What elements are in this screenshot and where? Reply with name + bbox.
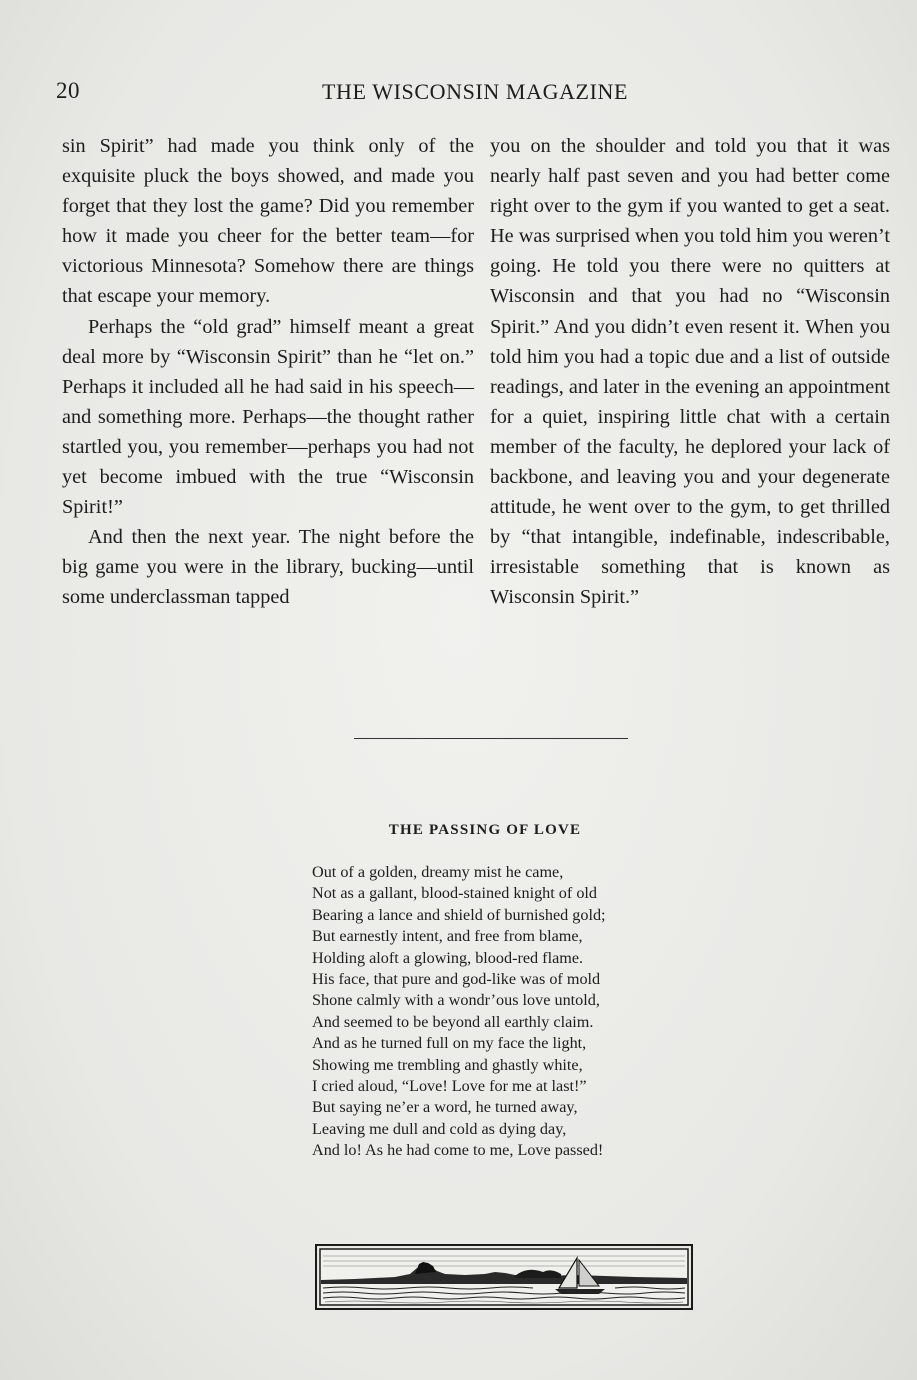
poem-line: Holding aloft a glowing, blood-red flame.: [312, 948, 584, 967]
page-number: 20: [56, 78, 80, 103]
sailboat-landscape-vignette-icon: [315, 1244, 693, 1310]
poem-line: Shone calmly with a wondr’ous love untold,: [312, 991, 600, 1010]
poem-line: I cried aloud, “Love! Love for me at last!”: [312, 1077, 587, 1096]
section-divider: [354, 738, 628, 739]
paragraph: you on the shoulder and told you that it was nearly half past seven and you had better come right over to the gym if you wanted to get a seat. He was surprised when you told him you weren’t going. He told you there were no quitters at Wisconsin and that you had no “Wisconsin Spirit.” And you didn’t even resent it. When you told him you had a topic due and a list of outside readings, and later in the evening an appointment for a quiet, inspiring little chat with a certain member of the faculty, he deplored your lack of backbone, and leaving you and your degenerate attitude, he went over to the gym, to get thrilled by “that intangible, indefinable, indescribable, irresistable something that is known as Wisconsin Spirit.”: [490, 135, 890, 609]
poem-line: But earnestly intent, and free from blame,: [312, 927, 583, 946]
paragraph: sin Spirit” had made you think only of the exquisite pluck the boys showed, and made you forget that they lost the game? Did you remember how it made you cheer for the better team—for victorious Minnesota? Somehow there are things that escape your memory.: [62, 135, 474, 308]
poem-title: THE PASSING OF LOVE: [388, 822, 582, 838]
poem-line: Bearing a lance and shield of burnished gold;: [312, 905, 606, 924]
poem-line: But saying ne’er a word, he turned away,: [312, 1098, 578, 1117]
poem-line: Not as a gallant, blood-stained knight of old: [312, 884, 598, 903]
article-right-column: [490, 131, 890, 613]
poem-line: And seemed to be beyond all earthly claim.: [312, 1012, 594, 1031]
poem-line: Showing me trembling and ghastly white,: [312, 1055, 583, 1074]
paragraph: Perhaps the “old grad” himself meant a great deal more by “Wisconsin Spirit” than he “let on.” Perhaps it included all he had said in his speech—and something more. Perhaps—the thought rather startled you, you remember—perhaps you had not yet become imbued with the true “Wisconsin Spirit!”: [62, 315, 474, 519]
poem-line: Out of a golden, dreamy mist he came,: [312, 863, 564, 881]
poem-line: And lo! As he had come to me, Love passed!: [312, 1141, 604, 1160]
poem-line: Leaving me dull and cold as dying day,: [312, 1119, 567, 1138]
poem-line: And as he turned full on my face the light,: [312, 1034, 587, 1053]
poem-body: [312, 862, 712, 1162]
paragraph: And then the next year. The night before the big game you were in the library, bucking—until some underclassman tapped: [62, 526, 474, 609]
article-left-column: [62, 131, 474, 613]
poem-line: His face, that pure and god-like was of mold: [312, 970, 601, 989]
running-head: THE WISCONSIN MAGAZINE: [321, 79, 629, 104]
